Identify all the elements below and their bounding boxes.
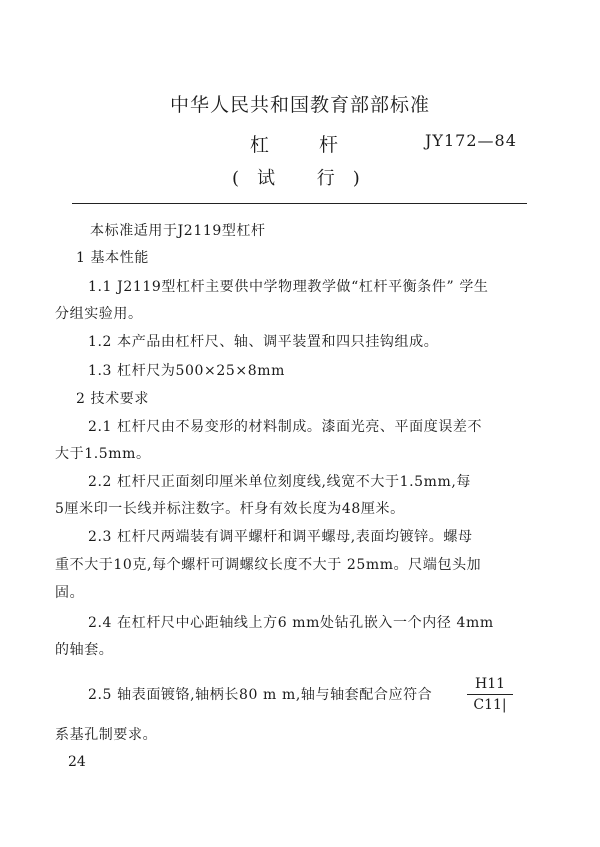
document-title: 杠 杆 — [250, 134, 361, 156]
standard-code: JY172—84 — [425, 131, 517, 150]
clause-2-3-line-2: 重不大于10克,每个螺杆可调螺纹长度不大于 25mm。尺端包头加 — [55, 557, 482, 573]
clause-1-2: 1.2 本产品由杠杆尺、轴、调平装置和四只挂钩组成。 — [88, 334, 439, 350]
section-1-heading: 1 基本性能 — [76, 250, 149, 266]
fit-denominator: C11| — [473, 697, 507, 713]
clause-2-1-line-1: 2.1 杠杆尺由不易变形的材料制成。漆面光亮、平面度误差不 — [88, 419, 483, 435]
fraction-bar — [467, 694, 513, 695]
page-number: 24 — [68, 754, 86, 770]
clause-1-3: 1.3 杠杆尺为500×25×8mm — [88, 363, 285, 379]
clause-1-1-line-2: 分组实验用。 — [55, 306, 143, 322]
fit-numerator: H11 — [474, 676, 506, 692]
fit-fraction — [467, 675, 513, 714]
clause-2-5-line-2: 系基孔制要求。 — [55, 727, 158, 743]
trial-label: (试 行) — [232, 168, 378, 189]
clause-2-4-line-1: 2.4 在杠杆尺中心距轴线上方6 mm处钻孔嵌入一个内径 4mm — [88, 615, 494, 631]
clause-2-4-line-2: 的轴套。 — [55, 642, 114, 658]
header-divider — [72, 203, 527, 204]
clause-2-3-line-1: 2.3 杠杆尺两端装有调平螺杆和调平螺母,表面均镀锌。螺母 — [88, 529, 473, 545]
clause-2-5-line-1: 2.5 轴表面镀铬,轴柄长80 m m,轴与轴套配合应符合 — [88, 687, 433, 703]
clause-2-1-line-2: 大于1.5mm。 — [55, 446, 151, 462]
issuer-heading: 中华人民共和国教育部部标准 — [170, 94, 431, 116]
intro-text: 本标准适用于J2119型杠杆 — [90, 223, 266, 239]
clause-1-1-line-1: 1.1 J2119型杠杆主要供中学物理教学做“杠杆平衡条件” 学生 — [88, 279, 489, 295]
clause-2-2-line-2: 5厘米印一长线并标注数字。杆身有效长度为48厘米。 — [55, 501, 405, 517]
clause-2-3-line-3: 固。 — [55, 585, 85, 601]
section-2-heading: 2 技术要求 — [76, 391, 149, 407]
clause-2-2-line-1: 2.2 杠杆尺正面刻印厘米单位刻度线,线宽不大于1.5mm,每 — [88, 474, 472, 490]
